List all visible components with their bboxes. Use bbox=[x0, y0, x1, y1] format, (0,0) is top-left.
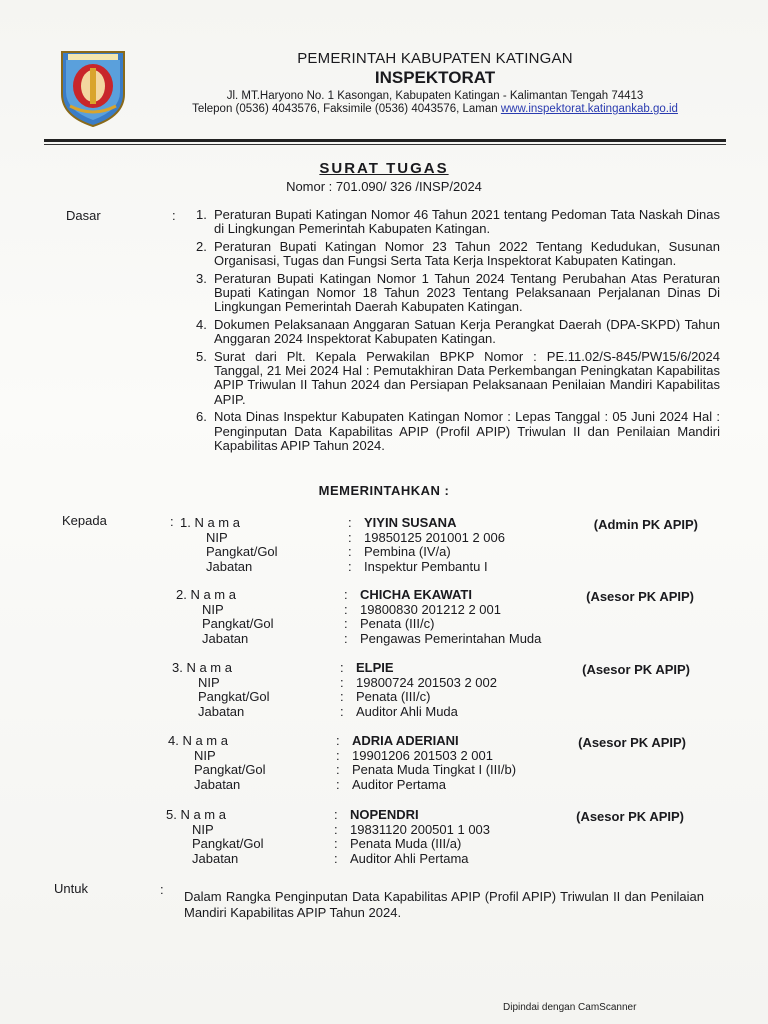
person-nip-row bbox=[168, 749, 708, 764]
person-pangkat: Penata (III/c) bbox=[360, 616, 435, 632]
untuk-text: Dalam Rangka Penginputan Data Kapabilitas APIP (Profil APIP) Triwulan II dan Penilaian Mandiri Kapabilitas APIP Tahun 2024. bbox=[184, 889, 704, 920]
dasar-item-text: Peraturan Bupati Katingan Nomor 46 Tahun 2021 tentang Pedoman Tata Naskah Dinas di Lingkungan Pemerintah Kabupaten Katingan. bbox=[214, 207, 720, 237]
kepada-label: Kepada bbox=[62, 513, 107, 528]
government-name: PEMERINTAH KABUPATEN KATINGAN bbox=[297, 50, 573, 67]
letterhead-rule-thick bbox=[44, 139, 726, 142]
dasar-item-number: 6. bbox=[196, 409, 207, 425]
phone-fax: Telepon (0536) 4043576, Faksimile (0536) 4043576, Laman bbox=[192, 103, 498, 115]
address: Jl. MT.Haryono No. 1 Kasongan, Kabupaten Katingan - Kalimantan Tengah 74413 bbox=[226, 90, 644, 102]
person-pangkat-row bbox=[168, 763, 708, 778]
memerintahkan-heading: MEMERINTAHKAN : bbox=[318, 483, 450, 498]
field-label-jabatan: Jabatan bbox=[194, 776, 241, 792]
field-colon: : bbox=[348, 544, 352, 560]
field-label-jabatan: Jabatan bbox=[198, 703, 245, 719]
person-pangkat-row bbox=[172, 690, 712, 705]
dasar-list bbox=[196, 208, 720, 457]
field-label-nama: N a m a bbox=[190, 587, 236, 602]
person-pangkat: Pembina (IV/a) bbox=[364, 544, 451, 560]
person-nip-row bbox=[176, 603, 716, 618]
person-number: 3. bbox=[172, 660, 183, 675]
person-nip-row bbox=[180, 531, 720, 546]
field-colon: : bbox=[348, 515, 352, 530]
person-nip: 19800830 201212 2 001 bbox=[360, 601, 501, 617]
dasar-item-number: 4. bbox=[196, 316, 207, 332]
dasar-item-number: 3. bbox=[196, 270, 207, 286]
person-role: (Asesor PK APIP) bbox=[576, 809, 684, 824]
untuk-colon: : bbox=[160, 882, 164, 897]
field-label-pangkat: Pangkat/Gol bbox=[206, 544, 278, 560]
person-nip: 19800724 201503 2 002 bbox=[356, 674, 497, 690]
person-jabatan-row bbox=[168, 778, 708, 793]
person-nama: ELPIE bbox=[356, 660, 394, 675]
person-entry bbox=[176, 588, 716, 646]
regency-logo bbox=[56, 46, 130, 128]
person-number-and-label bbox=[176, 588, 344, 603]
field-colon: : bbox=[344, 616, 348, 632]
dasar-item-text: Dokumen Pelaksanaan Anggaran Satuan Kerja Perangkat Daerah (DPA-SKPD) Tahun Anggaran 2024 Inspektorat Kabupaten Katingan. bbox=[214, 316, 720, 347]
dasar-item bbox=[196, 318, 720, 347]
person-nama: CHICHA EKAWATI bbox=[360, 587, 472, 602]
person-number-and-label bbox=[166, 808, 334, 823]
field-colon: : bbox=[334, 836, 338, 852]
person-entry bbox=[172, 661, 712, 719]
person-number: 4. bbox=[168, 733, 179, 748]
person-nama: ADRIA ADERIANI bbox=[352, 733, 459, 748]
field-colon: : bbox=[336, 747, 340, 763]
person-role: (Asesor PK APIP) bbox=[578, 735, 686, 750]
field-label-nama: N a m a bbox=[182, 733, 228, 748]
field-label-pangkat: Pangkat/Gol bbox=[194, 762, 266, 778]
field-label-nama: N a m a bbox=[186, 660, 232, 675]
field-colon: : bbox=[344, 587, 348, 602]
letterhead bbox=[150, 50, 720, 115]
dasar-item-number: 2. bbox=[196, 238, 207, 254]
field-label-nip: NIP bbox=[202, 601, 224, 617]
field-colon: : bbox=[340, 660, 344, 675]
person-jabatan-row bbox=[172, 705, 712, 720]
person-number-and-label bbox=[172, 661, 340, 676]
person-jabatan: Auditor Pertama bbox=[352, 776, 446, 792]
field-colon: : bbox=[334, 850, 338, 866]
person-nip-row bbox=[172, 676, 712, 691]
person-role: (Admin PK APIP) bbox=[593, 517, 698, 532]
person-number: 2. bbox=[176, 587, 187, 602]
untuk-label: Untuk bbox=[54, 881, 88, 896]
person-jabatan: Pengawas Pemerintahan Muda bbox=[360, 630, 542, 646]
person-nama: YIYIN SUSANA bbox=[364, 515, 457, 530]
field-label-nip: NIP bbox=[206, 529, 228, 545]
person-role: (Asesor PK APIP) bbox=[582, 662, 690, 677]
person-pangkat-row bbox=[180, 545, 720, 560]
field-colon: : bbox=[340, 703, 344, 719]
field-label-pangkat: Pangkat/Gol bbox=[198, 689, 270, 705]
person-pangkat: Penata (III/c) bbox=[356, 689, 431, 705]
field-colon: : bbox=[340, 674, 344, 690]
person-number: 1. bbox=[180, 515, 191, 530]
person-entry bbox=[180, 516, 720, 574]
contact-line bbox=[150, 103, 720, 115]
dasar-label: Dasar bbox=[66, 208, 101, 223]
person-pangkat: Penata Muda Tingkat I (III/b) bbox=[352, 762, 517, 778]
field-colon: : bbox=[348, 529, 352, 545]
field-colon: : bbox=[344, 601, 348, 617]
person-number: 5. bbox=[166, 807, 177, 822]
field-label-nip: NIP bbox=[192, 821, 214, 837]
field-colon: : bbox=[340, 689, 344, 705]
person-role: (Asesor PK APIP) bbox=[586, 589, 694, 604]
dasar-item bbox=[196, 208, 720, 237]
field-label-jabatan: Jabatan bbox=[202, 630, 249, 646]
dasar-item bbox=[196, 410, 720, 453]
person-jabatan-row bbox=[166, 852, 706, 867]
dasar-item bbox=[196, 272, 720, 315]
dasar-item-text: Peraturan Bupati Katingan Nomor 23 Tahun 2022 Tentang Kedudukan, Susunan Organisasi, Tugas dan Fungsi Serta Tata Kerja Inspektorat Kabupaten Katingan. bbox=[214, 238, 720, 269]
field-colon: : bbox=[336, 762, 340, 778]
field-label-pangkat: Pangkat/Gol bbox=[192, 836, 264, 852]
person-nip: 19901206 201503 2 001 bbox=[352, 747, 493, 763]
document-title bbox=[0, 160, 768, 194]
person-nip: 19850125 201001 2 006 bbox=[364, 529, 505, 545]
person-nama: NOPENDRI bbox=[350, 807, 419, 822]
document-number: Nomor : 701.090/ 326 /INSP/2024 bbox=[286, 179, 482, 194]
person-pangkat-row bbox=[176, 617, 716, 632]
dasar-item-number: 5. bbox=[196, 348, 207, 364]
dasar-item-text: Surat dari Plt. Kepala Perwakilan BPKP Nomor : PE.11.02/S-845/PW15/6/2024 Tanggal, 21 Mei 2024 Hal : Pemutakhiran Data Perkembangan Peningkatan Kapabilitas APIP Triwulan II Tahun 2024 dan Persiapan Pelaksanaan Penilaian Mandiri Kapabilitas APIP. bbox=[214, 348, 720, 407]
website-link[interactable]: www.inspektorat.katingankab.go.id bbox=[500, 103, 678, 115]
person-entry bbox=[166, 808, 706, 866]
person-jabatan-row bbox=[180, 560, 720, 575]
person-jabatan: Auditor Ahli Pertama bbox=[350, 850, 469, 866]
dasar-colon: : bbox=[172, 208, 176, 223]
field-colon: : bbox=[336, 776, 340, 792]
person-jabatan: Inspektur Pembantu I bbox=[364, 558, 488, 574]
person-pangkat-row bbox=[166, 837, 706, 852]
person-entry bbox=[168, 734, 708, 792]
dasar-item-text: Nota Dinas Inspektur Kabupaten Katingan Nomor : Lepas Tanggal : 05 Juni 2024 Hal : Penginputan Data Kapabilitas APIP (Profil APIP) Triwulan II dan Penilaian Mandiri Kapabilitas APIP Tahun 2024. bbox=[214, 409, 720, 454]
dasar-item-number: 1. bbox=[196, 207, 207, 222]
field-label-nama: N a m a bbox=[194, 515, 240, 530]
dasar-item bbox=[196, 240, 720, 269]
field-label-jabatan: Jabatan bbox=[206, 558, 253, 574]
title-heading: SURAT TUGAS bbox=[319, 160, 449, 177]
organization-name: INSPEKTORAT bbox=[374, 68, 496, 87]
scanner-watermark: Dipindai dengan CamScanner bbox=[503, 1002, 637, 1013]
field-colon: : bbox=[334, 807, 338, 822]
field-colon: : bbox=[344, 630, 348, 646]
field-colon: : bbox=[336, 733, 340, 748]
field-label-nama: N a m a bbox=[180, 807, 226, 822]
person-pangkat: Penata Muda (III/a) bbox=[350, 836, 462, 852]
person-nip: 19831120 200501 1 003 bbox=[350, 821, 491, 837]
field-colon: : bbox=[334, 821, 338, 837]
person-jabatan-row bbox=[176, 632, 716, 647]
field-label-nip: NIP bbox=[194, 747, 216, 763]
person-jabatan: Auditor Ahli Muda bbox=[356, 703, 458, 719]
field-colon: : bbox=[348, 558, 352, 574]
field-label-jabatan: Jabatan bbox=[192, 850, 239, 866]
person-nip-row bbox=[166, 823, 706, 838]
dasar-item bbox=[196, 350, 720, 408]
kepada-colon: : bbox=[170, 514, 174, 529]
field-label-pangkat: Pangkat/Gol bbox=[202, 616, 274, 632]
letterhead-rule-thin bbox=[44, 144, 726, 145]
person-number-and-label bbox=[180, 516, 348, 531]
person-number-and-label bbox=[168, 734, 336, 749]
dasar-item-text: Peraturan Bupati Katingan Nomor 1 Tahun 2024 Tentang Perubahan Atas Peraturan Bupati Katingan Nomor 18 Tahun 2023 Tentang Pelaksanaan Perjalanan Dinas Di Lingkungan Pemerintah Daerah Kabupaten Katingan. bbox=[214, 270, 720, 315]
field-label-nip: NIP bbox=[198, 674, 220, 690]
